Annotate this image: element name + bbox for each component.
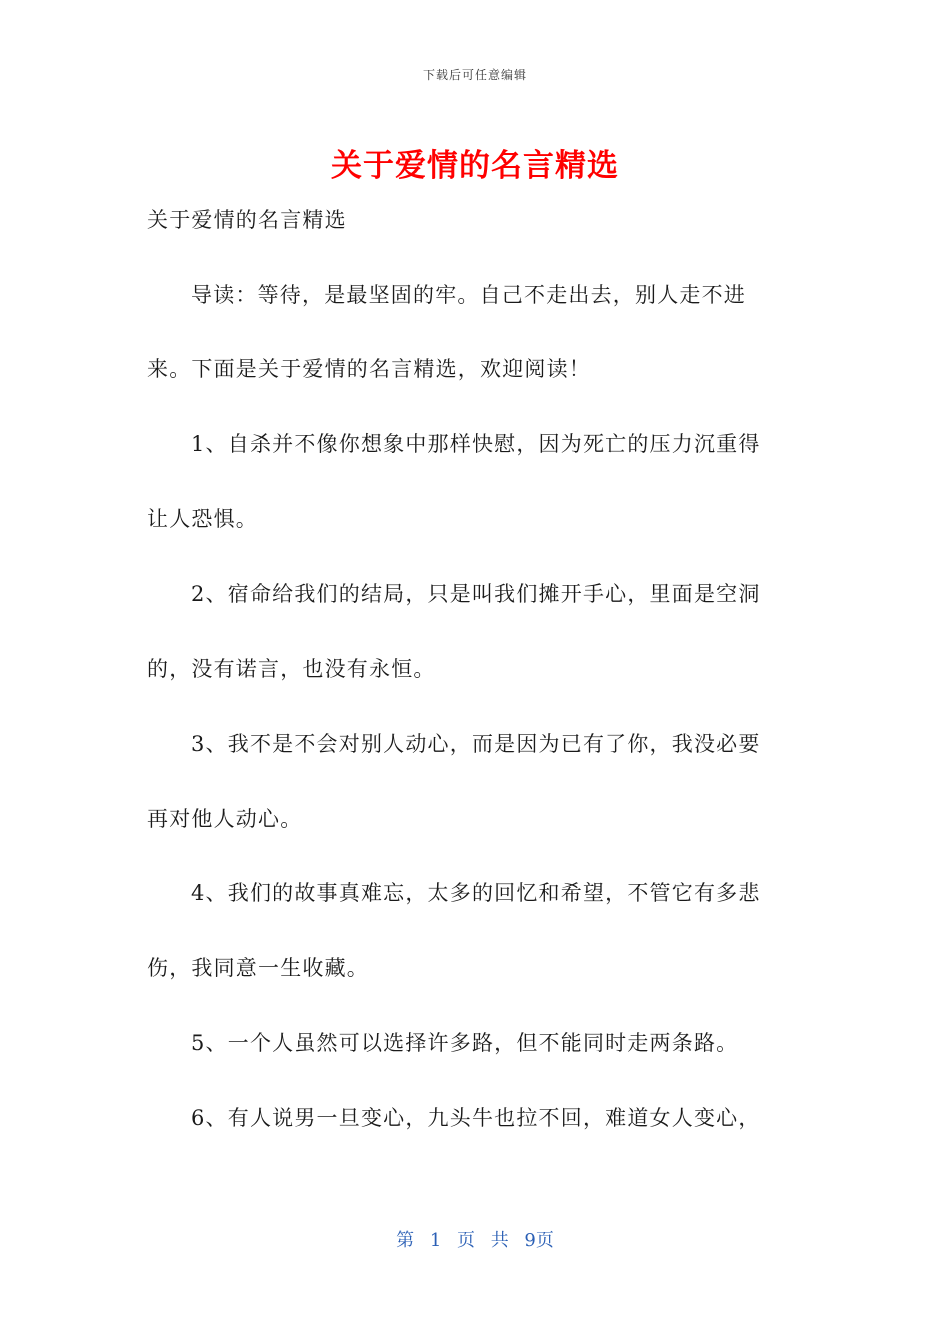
body-line: 6、有人说男一旦变心，九头牛也拉不回，难道女人变心， (191, 1106, 761, 1130)
body-line-subtitle: 关于爱情的名言精选 (147, 208, 347, 232)
body-line: 伤，我同意一生收藏。 (147, 956, 369, 980)
body-line: 再对他人动心。 (147, 807, 303, 831)
body-line: 5、一个人虽然可以选择许多路，但不能同时走两条路。 (191, 1031, 739, 1055)
body-line: 的，没有诺言，也没有永恒。 (147, 657, 436, 681)
body-line: 让人恐惧。 (147, 507, 258, 531)
body-line: 3、我不是不会对别人动心，而是因为已有了你，我没必要 (191, 732, 761, 756)
body-line: 4、我们的故事真难忘，太多的回忆和希望，不管它有多悲 (191, 881, 761, 905)
document-title: 关于爱情的名言精选 (331, 148, 619, 184)
body-line: 1、自杀并不像你想象中那样快慰，因为死亡的压力沉重得 (191, 432, 761, 456)
body-line: 来。下面是关于爱情的名言精选，欢迎阅读！ (147, 357, 591, 381)
body-line: 导读：等待，是最坚固的牢。自己不走出去，别人走不进 (191, 283, 746, 307)
body-line: 2、宿命给我们的结局，只是叫我们摊开手心，里面是空洞 (191, 582, 761, 606)
page-footer: 第 1 页 共 9页 (396, 1230, 554, 1251)
header-note: 下载后可任意编辑 (422, 68, 527, 82)
